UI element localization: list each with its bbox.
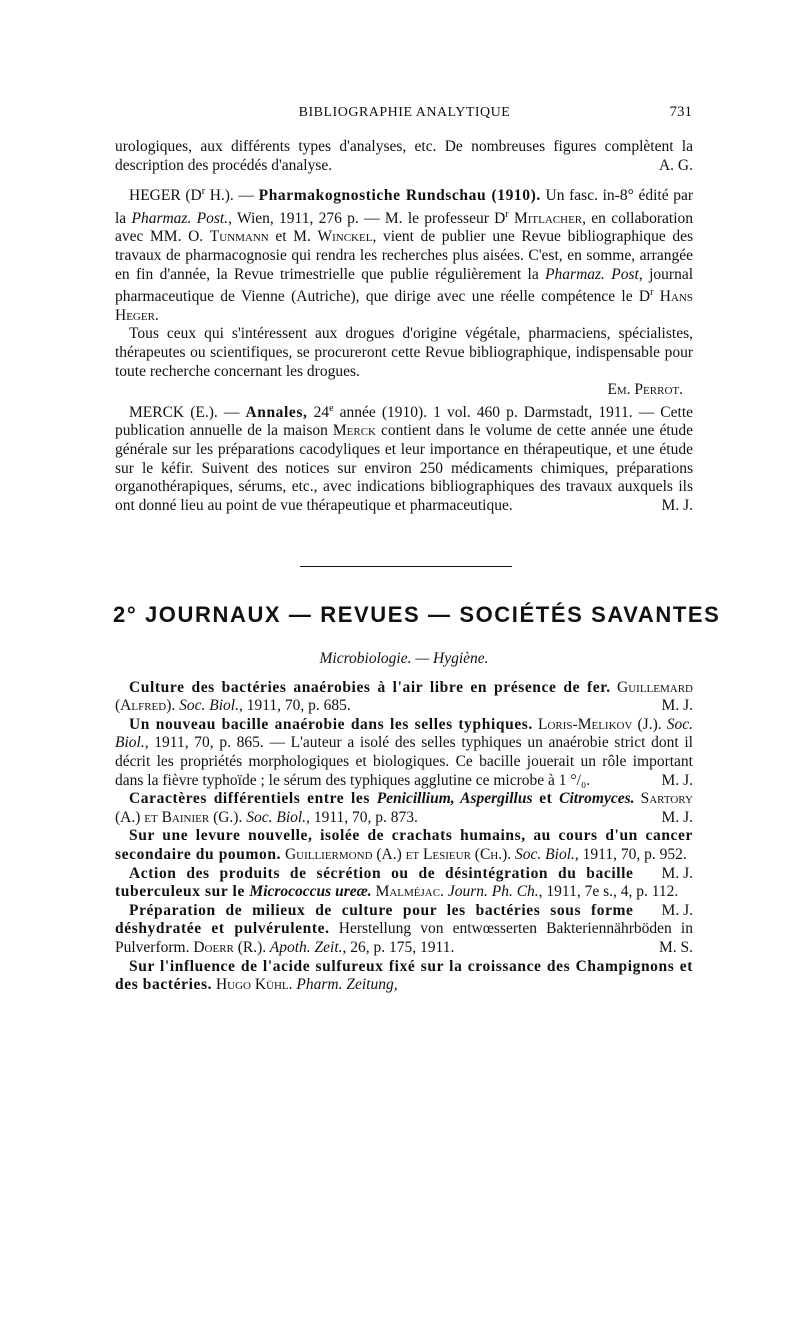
entry-heger: HEGER ($D^r$ H.). — Pharmakognostiche Rundschau (1910). Un fasc. in-8° édité par la Pharmaz. Post., Wien, 1911, 276 p. — M. le professeur $D^r$ Mitlacher, en collaboration avec MM. O. Tunmann et M. Winckel, vient de publier une Revue bibliographique des travaux de pharmacognosie qui rendra les recherches plus aisées. C'est, en somme, arrangée en fin d'année, la Revue trimestrielle que publie régulièrement la Pharmaz. Post, journal pharmaceutique de Vienne (Autriche), que dirige avec une réelle compétence le $D^r$ Hans Heger. bbox=[115, 186, 694, 324]
entry-item: Un nouveau bacille anaérobie dans les selles typhiques. Loris-Melikov (J.). Soc. Biol., 1911, 70, p. 865. — L'auteur a isolé des selles typhiques un anaérobie strict dont il décrit les propriétés morphologiques et biologiques. Ce bacille jouerait un rôle important dans la fièvre typhoïde ; le sérum des typhiques agglutine ce microbe à 1 °/₀. M. J. bbox=[115, 715, 694, 789]
signature: M. S. bbox=[658, 938, 693, 956]
paragraph-drogues: Tous ceux qui s'intéressent aux drogues d'origine végétale, pharmaciens, spécialistes, thérapeutes ou scientifiques, se procureront cette Revue bibliographique, indispensable pour toute recherche concernant les drogues. bbox=[115, 325, 693, 380]
signature: A. G. bbox=[658, 156, 693, 174]
signature: M. J. bbox=[661, 697, 693, 715]
signature: M. J. bbox=[661, 808, 693, 826]
entry-title: Pharmakognostiche Rundschau (1910). bbox=[258, 187, 541, 205]
entry-merck: MERCK (E.). — Annales, 24e année (1910). 1 vol. 460 p. Darmstadt, 1911. — Cette publication annuelle de la maison Merck contient dans le volume de cette année une étude générale sur les préparations cacodyliques et leur importance en thérapeutique, et une étude sur le kéfir. Suivent des notices sur environ 250 médicaments chimiques, préparations organothérapiques, sérums, etc., avec indications bibliographiques des travaux auxquels ils ont donné lieu au point de vue thérapeutique et pharmaceutique. M. J. bbox=[115, 402, 694, 514]
entry-item: Préparation de milieux de culture pour les bactéries sous forme déshydratée et pulvérulente. Herstellung von entwœsserten Bakteriennährböden in Pulverform. Doerr (R.). Apoth. Zeit., 26, p. 175, 1911. M. S. bbox=[115, 901, 693, 956]
page-number: 731 bbox=[669, 104, 692, 120]
running-header bbox=[117, 103, 692, 123]
signature: Em. Perrot. bbox=[607, 381, 683, 399]
section-body bbox=[113, 596, 721, 995]
signature: M. J. bbox=[661, 901, 693, 919]
signature: M. J. bbox=[661, 864, 693, 882]
entry-item: Sur l'influence de l'acide sulfureux fixé sur la croissance des Champignons et des bactéries. Hugo Kühl. Pharm. Zeitung, bbox=[115, 957, 693, 994]
entry-item: Caractères différentiels entre les Penicillium, Aspergillus et Citromyces. Sartory (A.) et Bainier (G.). Soc. Biol., 1911, 70, p. 873. M. J. bbox=[115, 790, 693, 826]
running-title: BIBLIOGRAPHIE ANALYTIQUE bbox=[298, 105, 511, 120]
section-divider bbox=[300, 566, 512, 567]
paragraph-urologiques: urologiques, aux différents types d'analyses, etc. De nombreuses figures complètent la description des procédés d'analyse. A. G. bbox=[115, 138, 693, 174]
signature: M. J. bbox=[661, 771, 693, 789]
section-heading: 2° JOURNAUX — REVUES — SOCIÉTÉS SAVANTES bbox=[113, 602, 721, 627]
top-text-block bbox=[115, 138, 693, 515]
entry-item: Sur une levure nouvelle, isolée de crachats humains, au cours d'un cancer secondaire du poumon. Guilliermond (A.) et Lesieur (Ch.). Soc. Biol., 1911, 70, p. 952. M. J. bbox=[115, 827, 693, 882]
entry-title: Annales, bbox=[245, 403, 308, 421]
subsection-heading: Microbiologie. — Hygiène. bbox=[319, 650, 489, 667]
signature: M. J. bbox=[661, 496, 693, 514]
entry-item: Culture des bactéries anaérobies à l'air libre en présence de fer. Guillemard (Alfred). Soc. Biol., 1911, 70, p. 685. M. J. bbox=[115, 678, 693, 715]
entry-item: Action des produits de sécrétion ou de désintégration du bacille tuberculeux sur le Micrococcus ureæ. Malméjac. Journ. Ph. Ch., 1911, 7e s., 4, p. 112. M. J. bbox=[115, 864, 693, 919]
